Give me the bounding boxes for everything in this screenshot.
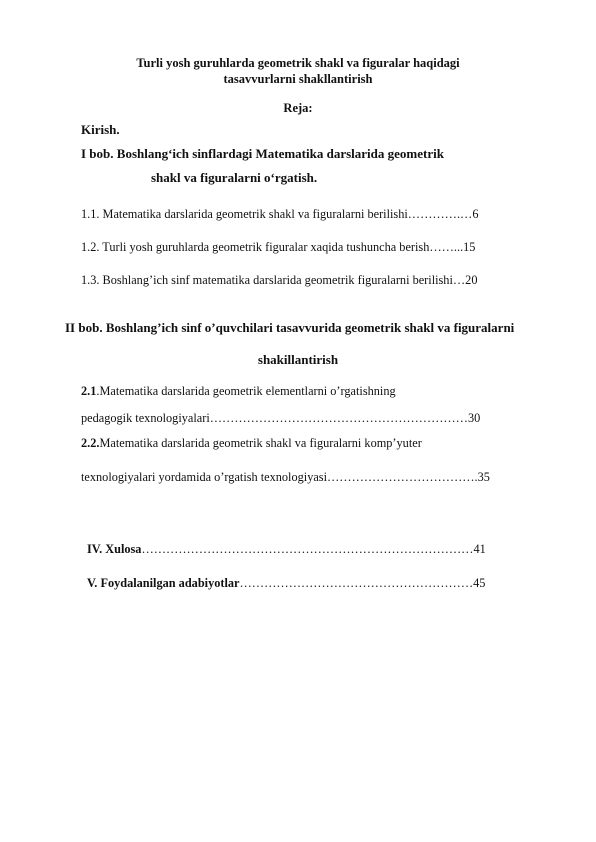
chapter2-heading-line2: shakillantirish: [257, 352, 339, 367]
title-line-1: Turli yosh guruhlarda geometrik shakl va figuralar haqidagi: [136, 56, 460, 70]
toc-item-2-2-number: 2.2.: [81, 436, 100, 450]
intro-heading: Kirish.: [81, 122, 120, 137]
plan-label: Reja:: [283, 101, 313, 115]
toc-item-2-1-text: .Matematika darslarida geometrik elementlarni o’rgatishning: [96, 384, 396, 398]
chapter1-heading-line1: I bob. Boshlang‘ich sinflardagi Matematika darslarida geometrik: [81, 146, 444, 161]
toc-item-2-2: [81, 436, 422, 451]
toc-item-1-1: 1.1. Matematika darslarida geometrik shakl va figuralarni berilishi………….…6: [81, 207, 479, 221]
chapter2-heading-line1: II bob. Boshlang’ich sinf o’quvchilari tasavvurida geometrik shakl va figuralarni: [65, 320, 515, 335]
toc-item-2-1: [81, 384, 396, 399]
title-line-2: tasavvurlarni shakllantirish: [223, 72, 373, 86]
toc-item-1-2: 1.2. Turli yosh guruhlarda geometrik figuralar xaqida tushuncha berish……...15: [81, 240, 476, 254]
toc-item-2-1-continuation: pedagogik texnologiyalari………………………………………………………30: [81, 411, 481, 425]
toc-item-2-2-text: Matematika darslarida geometrik shakl va figuralarni komp’yuter: [99, 436, 422, 450]
chapter1-heading-line2: shakl va figuralarni o‘rgatish.: [151, 170, 318, 185]
conclusion-dots: ………………………………………………………………………41: [141, 542, 486, 556]
toc-item-2-1-number: 2.1: [81, 384, 97, 398]
toc-item-2-2-continuation: texnologiyalari yordamida o’rgatish texnologiyasi……………………………….35: [81, 470, 490, 484]
references-label: V. Foydalanilgan adabiyotlar: [87, 576, 240, 590]
conclusion-label: IV. Xulosa: [87, 542, 142, 556]
toc-references: [87, 576, 485, 591]
toc-item-1-3: 1.3. Boshlang’ich sinf matematika darslarida geometrik figuralarni berilishi…20: [81, 273, 478, 287]
references-dots: …………………………………………………45: [239, 576, 486, 590]
toc-conclusion: [87, 542, 486, 557]
